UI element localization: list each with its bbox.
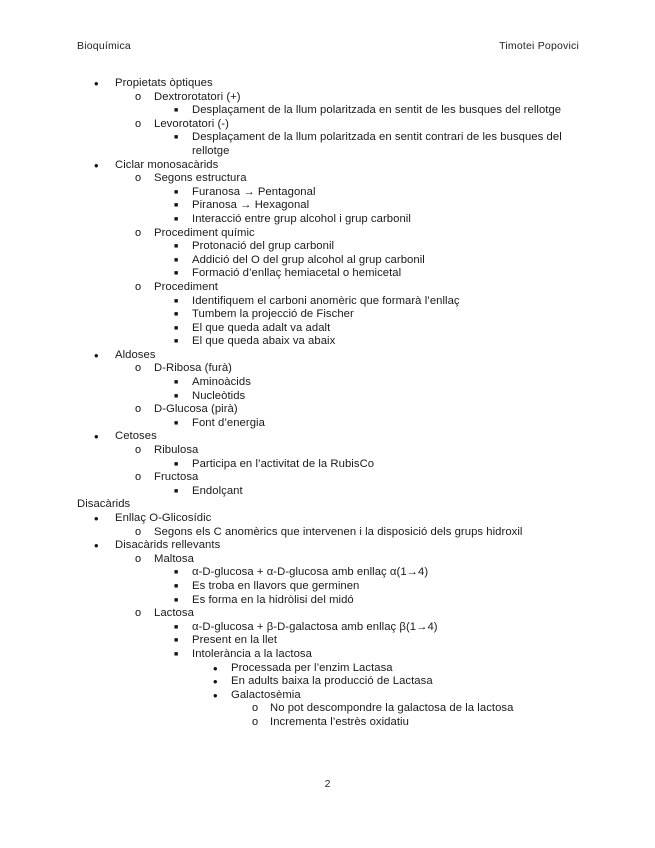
list-item <box>0 118 655 132</box>
bullet-circle-icon: o <box>135 607 142 620</box>
bullet-square-icon: ■ <box>174 569 179 577</box>
header-author: Timotei Popovici <box>499 40 579 52</box>
bullet-square-icon: ■ <box>174 487 179 495</box>
bullet-dot-icon: • <box>94 538 99 554</box>
list-item-text: Nucleòtids <box>192 389 246 402</box>
list-item-text: Segons estructura <box>154 172 247 185</box>
list-item-text: Tumbem la projecció de Fischer <box>192 308 354 321</box>
bullet-square-icon: ■ <box>174 256 179 264</box>
list-item-text: Desplaçament de la llum polaritzada en sentit de les busques del rellotge <box>192 104 562 117</box>
list-item <box>0 267 655 281</box>
section-heading: Disacàrids <box>77 498 131 511</box>
list-item-text: Desplaçament de la llum polaritzada en sentit contrari de les busques del rellotge <box>192 131 562 157</box>
bullet-dot-icon: • <box>94 157 99 173</box>
list-item <box>0 566 655 580</box>
bullet-circle-icon: o <box>135 90 142 103</box>
page-number: 2 <box>324 778 331 790</box>
list-item <box>0 607 655 621</box>
bullet-square-icon: ■ <box>174 215 179 223</box>
list-item <box>0 471 655 485</box>
list-item <box>0 104 655 118</box>
bullet-square-icon: ■ <box>174 311 179 319</box>
bullet-circle-icon: o <box>135 280 142 293</box>
list-item-text: Aminoàcids <box>192 376 251 389</box>
list-item <box>0 621 655 635</box>
list-item-text: Lactosa <box>154 607 194 620</box>
bullet-dot-icon: • <box>94 76 99 91</box>
bullet-square-icon: ■ <box>174 392 179 400</box>
list-item <box>0 172 655 186</box>
bullet-square-icon: ■ <box>174 134 179 142</box>
bullet-square-icon: ■ <box>174 188 179 196</box>
list-item <box>0 91 655 105</box>
list-item <box>0 580 655 594</box>
list-item-text: Participa en l’activitat de la RubisCo <box>192 457 375 470</box>
list-item <box>0 281 655 295</box>
list-item <box>0 512 655 526</box>
bullet-square-icon: ■ <box>174 623 179 631</box>
bullet-square-icon: ■ <box>174 596 179 604</box>
bullet-circle-icon: o <box>135 403 142 416</box>
list-item-text: Endolçant <box>192 484 243 497</box>
bullet-circle-icon: o <box>135 525 142 538</box>
list-item-text: Dextrorotatori (+) <box>154 90 241 103</box>
list-item-text: Maltosa <box>154 552 194 565</box>
list-item-text: Cetoses <box>115 430 157 443</box>
list-item-text: Enllaç O-Glicosídic <box>115 512 212 524</box>
list-item-text: α-D-glucosa + β-D-galactosa amb enllaç β(1→4) <box>192 620 438 633</box>
list-item-text: D-Glucosa (pirà) <box>154 403 238 416</box>
list-item <box>0 689 655 703</box>
bullet-circle-icon: o <box>135 444 142 457</box>
bullet-dot-icon: • <box>94 429 99 445</box>
list-item <box>0 295 655 309</box>
list-item <box>0 308 655 322</box>
bullet-dot-icon: • <box>213 660 218 676</box>
bullet-circle-icon: o <box>252 702 259 715</box>
list-item-text: Levorotatori (-) <box>154 117 229 130</box>
bullet-square-icon: ■ <box>174 202 179 210</box>
list-item-text: Protonació del grup carbonil <box>192 240 335 253</box>
list-item <box>0 322 655 336</box>
bullet-dot-icon: • <box>213 687 218 703</box>
list-item-text: Segons els C anomèrics que intervenen i la disposició dels grups hidroxil <box>154 525 523 538</box>
list-item-text: En adults baixa la producció de Lactasa <box>231 675 433 688</box>
bullet-dot-icon: • <box>94 511 99 526</box>
list-item <box>0 131 584 158</box>
list-item-text: Piranosa → Hexagonal <box>192 199 310 212</box>
list-item-text: El que queda adalt va adalt <box>192 321 331 334</box>
list-item <box>0 376 655 390</box>
list-item <box>0 349 655 363</box>
bullet-circle-icon: o <box>135 172 142 185</box>
bullet-square-icon: ■ <box>174 338 179 346</box>
list-item <box>0 430 655 444</box>
list-item <box>0 77 655 91</box>
bullet-square-icon: ■ <box>174 582 179 590</box>
list-item <box>0 335 655 349</box>
list-item-text: Identifiquem el carboni anomèric que formarà l’enllaç <box>192 294 460 307</box>
list-item <box>0 199 655 213</box>
list-item <box>0 444 655 458</box>
bullet-circle-icon: o <box>135 362 142 375</box>
header-subject: Bioquímica <box>77 40 131 52</box>
list-item <box>0 458 655 472</box>
list-item-text: Intolerància a la lactosa <box>192 647 312 660</box>
bullet-circle-icon: o <box>135 117 142 130</box>
list-item-text: Incrementa l’estrès oxidatiu <box>270 715 409 728</box>
list-item-text: Procediment <box>154 280 218 293</box>
bullet-dot-icon: • <box>94 347 99 363</box>
bullet-square-icon: ■ <box>174 637 179 645</box>
list-item-text: α-D-glucosa + α-D-glucosa amb enllaç α(1→4) <box>192 566 429 579</box>
bullet-circle-icon: o <box>135 552 142 565</box>
bullet-square-icon: ■ <box>174 650 179 658</box>
bullet-square-icon: ■ <box>174 419 179 427</box>
list-item <box>0 539 655 553</box>
list-item <box>0 526 655 540</box>
list-item-text: Procediment químic <box>154 226 255 239</box>
bullet-square-icon: ■ <box>174 324 179 332</box>
bullet-square-icon: ■ <box>174 270 179 278</box>
list-item <box>0 702 655 716</box>
list-item <box>0 662 655 676</box>
list-item <box>0 390 655 404</box>
bullet-circle-icon: o <box>135 471 142 484</box>
list-item <box>0 675 655 689</box>
outline-content <box>0 77 655 730</box>
list-item-text: El que queda abaix va abaix <box>192 335 336 348</box>
list-item-text: Interacció entre grup alcohol i grup carbonil <box>192 212 411 225</box>
list-item-text: Ribulosa <box>154 444 199 457</box>
bullet-circle-icon: o <box>135 226 142 239</box>
bullet-square-icon: ■ <box>174 243 179 251</box>
bullet-square-icon: ■ <box>174 107 179 115</box>
list-item <box>0 634 655 648</box>
bullet-square-icon: ■ <box>174 460 179 468</box>
list-item-text: No pot descompondre la galactosa de la lactosa <box>270 702 514 715</box>
list-item-text: Aldoses <box>115 348 156 361</box>
bullet-dot-icon: • <box>213 674 218 690</box>
list-item-text: Propietats òptiques <box>115 77 213 89</box>
list-item-text: Addició del O del grup alcohol al grup carbonil <box>192 253 425 266</box>
list-item-text: Font d’energia <box>192 416 265 429</box>
list-item-text: Galactosèmia <box>231 688 301 701</box>
list-item-text: Es troba en llavors que germinen <box>192 579 360 592</box>
list-item-text: Ciclar monosacàrids <box>115 158 219 171</box>
list-item-text: Es forma en la hidròlisi del midó <box>192 593 354 606</box>
list-item-text: D-Ribosa (furà) <box>154 362 232 375</box>
list-item <box>0 159 655 173</box>
list-item <box>0 213 655 227</box>
list-item <box>0 594 655 608</box>
list-item <box>0 362 655 376</box>
bullet-circle-icon: o <box>252 715 259 728</box>
list-item <box>0 254 655 268</box>
list-item <box>0 240 655 254</box>
list-item <box>0 553 655 567</box>
bullet-square-icon: ■ <box>174 297 179 305</box>
list-item-text: Disacàrids rellevants <box>115 539 221 552</box>
list-item-text: Present en la llet <box>192 634 278 647</box>
bullet-square-icon: ■ <box>174 379 179 387</box>
list-item <box>0 417 655 431</box>
list-item-text: Processada per l’enzim Lactasa <box>231 661 393 674</box>
list-item <box>0 227 655 241</box>
list-item <box>0 186 655 200</box>
list-item-text: Formació d’enllaç hemiacetal o hemicetal <box>192 267 402 280</box>
list-item-text: Furanosa → Pentagonal <box>192 185 316 198</box>
list-item-text: Fructosa <box>154 471 199 484</box>
list-item <box>0 403 655 417</box>
list-item <box>0 485 655 499</box>
list-item <box>0 648 655 662</box>
list-item <box>0 716 655 730</box>
